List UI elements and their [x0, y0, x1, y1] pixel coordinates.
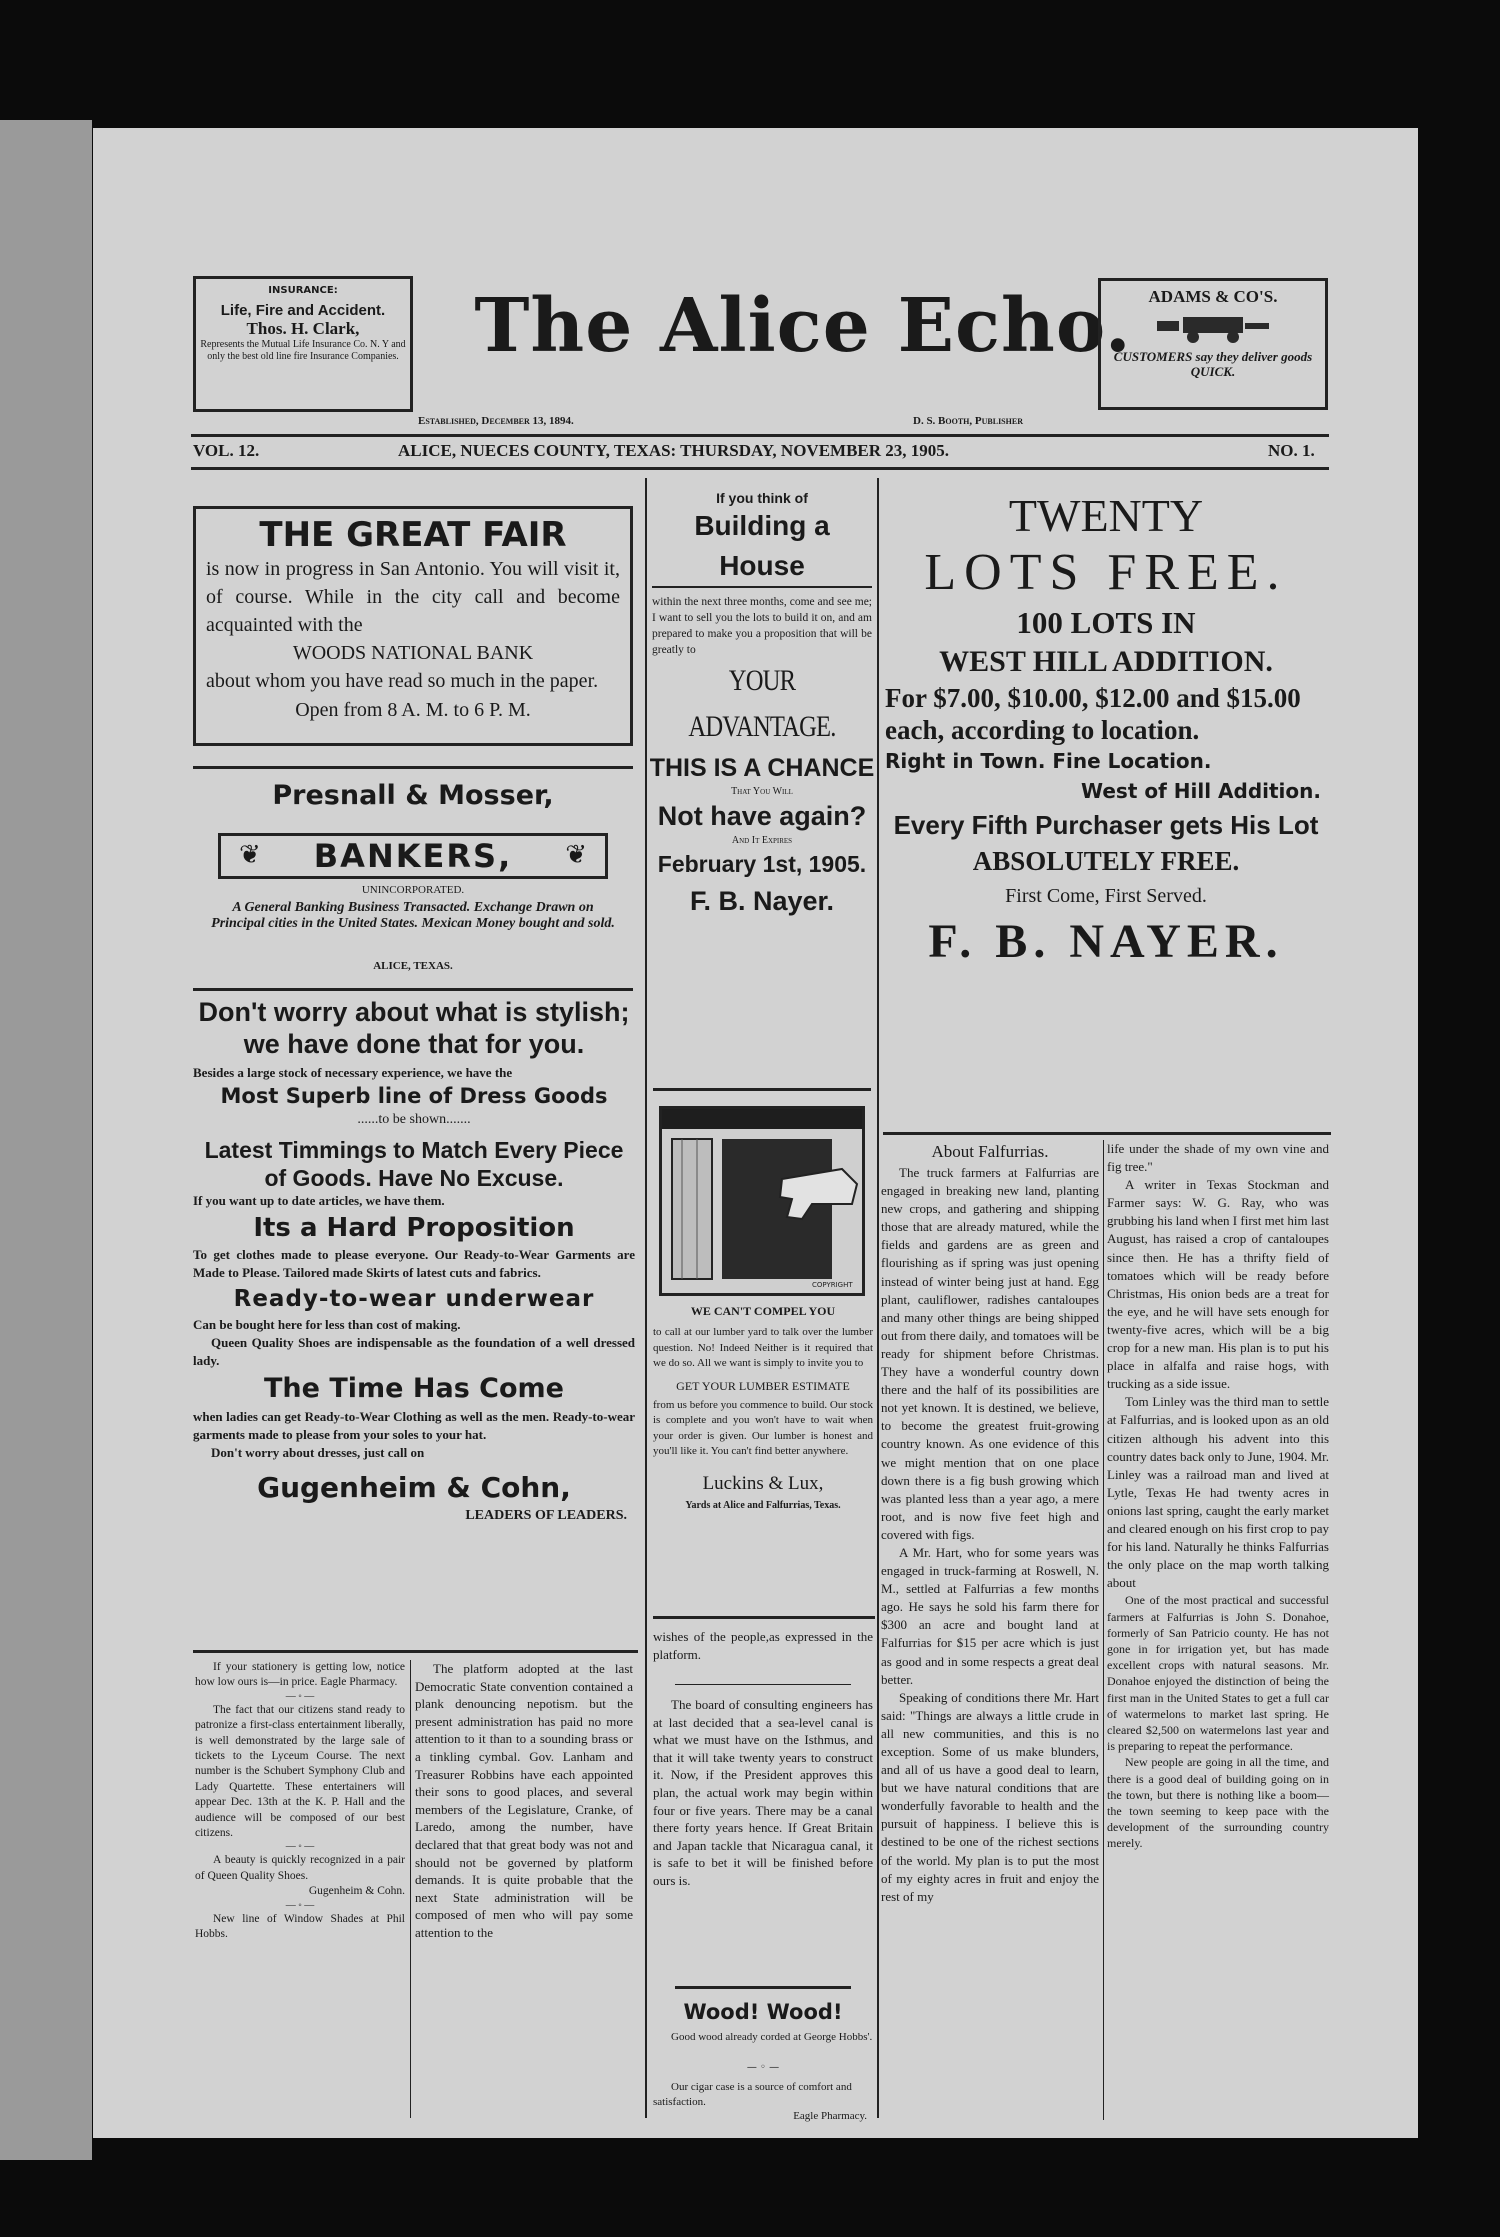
great-fair-hours: Open from 8 A. M. to 6 P. M.: [295, 699, 531, 721]
insurance-line1: Life, Fire and Accident.: [220, 302, 386, 319]
local-shoes-sig: Gugenheim & Cohn.: [308, 1885, 405, 1898]
falfurrias-col-1: [881, 1140, 1099, 1906]
nayer-house-l5: THIS IS A CHANCE: [649, 754, 875, 782]
gugenheim-h4: Its a Hard Proposition: [253, 1213, 575, 1243]
gugenheim-p1: Besides a large stock of necessary experience, we have the: [193, 1065, 513, 1080]
hand-pistol-icon: [662, 1109, 862, 1293]
insurance-desc: Represents the Mutual Life Insurance Co. N. Y and only the best old line fire Insurance Companies.: [200, 339, 406, 362]
great-fair-box: [193, 506, 633, 746]
falfurrias-p1: The truck farmers at Falfurrias are engaged in breaking new land, planting new crops, and gathering and shipping those that are already matured, while the fields and gardens are as green and flourishing as if spring was just opening instead of winter being just at hand. Egg plant, cauliflower, radishes cantaloupes and many other things are being shipped out from there daily, and tomatoes will be ready for shipment before Christmas. They have a wonderful country down there and the half of its possibilities are not yet known. It is destined, we believe, to become the greatest fruit-growing country known. As one evidence of this we might mention that on one place down there is a fig bush growing which was planted less than a year ago, a mere root, and is now five feet high and covered with figs.: [881, 1165, 1099, 1542]
lots-l2: LOTS FREE.: [924, 544, 1288, 601]
falfurrias-p8: New people are going in all the time, and there is a good deal of building going on in the town, but there is nothing like a boom—the town seeming to keep pace with the development of the surrounding country merely.: [1107, 1755, 1329, 1851]
twenty-lots-ad: [881, 490, 1331, 970]
gugenheim-h3: Latest Timmings to Match Every Piece of Goods. Have No Excuse.: [204, 1137, 624, 1191]
delivery-wagon-icon: [1153, 311, 1273, 345]
local-shoes: A beauty is quickly recognized in a pair of Queen Quality Shoes.: [195, 1854, 405, 1882]
column-rule-2: [877, 478, 879, 2118]
gugenheim-shown: ......to be shown.......: [357, 1112, 471, 1127]
mid-col-cont: wishes of the people,as expressed in the platform.: [653, 1629, 873, 1662]
falfurrias-p2: A Mr. Hart, who for some years was engaged in truck-farming at Roswell, N. M., settled at Falfurrias a few months ago. He says he sold his farm there for $300 an acre and bought land at Falfurrias for $15 per acre which is just as good and in some respects a great deal better.: [881, 1544, 1099, 1687]
gugenheim-leaders: LEADERS OF LEADERS.: [465, 1508, 627, 1523]
lots-l5: For $7.00, $10.00, $12.00 and $15.00 each, according to location.: [885, 683, 1301, 745]
bankers-desc: A General Banking Business Transacted. Exchange Drawn on Principal cities in the United States. Mexican Money bought and sold.: [211, 900, 615, 931]
insurance-agent: Thos. H. Clark,: [246, 319, 360, 338]
bankers-label-box: [218, 833, 608, 879]
luckins-h2: GET YOUR LUMBER ESTIMATE: [676, 1378, 850, 1393]
gugenheim-p4: Can be bought here for less than cost of making.: [193, 1317, 461, 1332]
luckins-p1: to call at our lumber yard to talk over the lumber question. No! Indeed Neither is it required that we do so. All we want is simply to invite you to: [653, 1326, 873, 1369]
adams-tagline: CUSTOMERS say they deliver goods QUICK.: [1113, 349, 1313, 379]
lots-l10: First Come, First Served.: [1005, 885, 1207, 907]
bankers-place: ALICE, TEXAS.: [373, 960, 453, 972]
nayer-house-l8: And It Expires: [731, 835, 793, 846]
column-rule-1: [645, 478, 647, 2118]
lumber-cut-image: [659, 1106, 865, 1296]
falfurrias-p4: life under the shade of my own vine and fig tree.": [1107, 1141, 1329, 1175]
nayer-house-l6: That You Will: [731, 786, 793, 797]
gugenheim-h5: Ready-to-wear underwear: [233, 1286, 595, 1312]
adams-name: ADAMS & CO'S.: [1148, 287, 1278, 306]
nayer-house-l7: Not have again?: [657, 801, 867, 831]
falfurrias-p3: Speaking of conditions there Mr. Hart said: "Things are always a little crude in all new communities, and this is no exception. Some of us make blunders, and all of us have a good deal to learn, but we have natural conditions that are wonderfully favorable to health and the pursuit of happiness. I believe this is destined to be one of the richest sections of the world. My plan is to put the most of my eighty acres in fruit and enjoy the rest of my: [881, 1689, 1099, 1904]
gugenheim-p3: To get clothes made to please everyone. Our Ready-to-Wear Garments are Made to Please. Tailored made Skirts of latest cuts and fabrics.: [193, 1247, 635, 1280]
dateline-no: NO. 1.: [1268, 441, 1315, 460]
lots-l6: Right in Town. Fine Location.: [885, 749, 1212, 773]
divider-4: [653, 1088, 871, 1091]
gugenheim-h1: Don't worry about what is stylish; we have done that for you.: [198, 997, 630, 1059]
established-line: Established, December 13, 1894.: [418, 415, 574, 427]
adams-ad-box: [1098, 278, 1328, 410]
wood-text: Good wood already corded at George Hobbs'.: [671, 2031, 873, 2043]
divider-7: [675, 1986, 851, 1989]
column-rule-narrow: [410, 1660, 411, 2118]
gugenheim-h6: The Time Has Come: [264, 1373, 564, 1404]
platform-editorial: The platform adopted at the last Democratic State convention contained a plank denouncing nepotism. but the present administration has paid no more attention to it than to a sounding brass or a tinkling cymbal. Gov. Lanham and Treasurer Robbins have each appointed their sons to good places, and several members of the Legislature, Cranke, of Laredo, among the number, have declared that that great body was not and should not be governed by platform demands. It is quite probable that the next State administration will be composed of men who will pay some attention to the: [415, 1661, 633, 1940]
luckins-yards: Yards at Alice and Falfurrias, Texas.: [685, 1499, 841, 1511]
separator-dots: — ◦ —: [285, 1690, 315, 1702]
publisher-line: D. S. Booth, Publisher: [913, 415, 1023, 427]
bankers-unincorporated: UNINCORPORATED.: [361, 884, 465, 896]
dateline-vol: VOL. 12.: [193, 441, 260, 460]
nayer-house-l10: F. B. Nayer.: [689, 886, 835, 916]
dateline-place-date: ALICE, NUECES COUNTY, TEXAS: THURSDAY, NOVEMBER 23, 1905.: [398, 441, 950, 460]
falfurrias-p6: Tom Linley was the third man to settle at Falfurrias, and is looked upon as an old citizen although his advent into this country dates back only to June, 1904. Mr. Linley was a railroad man and lived at Lytle, Texas He had twenty acres in onions last spring, caught the early market and cleared enough on his first crop to pay for his land. Naturally he thinks Falfurrias the only place on the map worth talking about: [1107, 1394, 1329, 1591]
separator-dots: — ◦ —: [746, 2062, 780, 2073]
separator-dots: — ◦ —: [285, 1841, 315, 1853]
nayer-house-l1: If you think of: [716, 490, 808, 506]
nayer-house-l3: within the next three months, come and see me; I want to sell you the lots to build it on, and am prepared to make you a proposition that will be greatly to: [652, 596, 872, 656]
gugenheim-firm: Gugenheim & Cohn,: [257, 1471, 571, 1504]
lots-l11: F. B. NAYER.: [928, 915, 1284, 968]
local-shades: New line of Window Shades at Phil Hobbs.: [195, 1912, 405, 1941]
nayer-house-l2: Building a House: [652, 506, 872, 588]
nayer-house-ad: [648, 490, 876, 920]
wood-heading: Wood! Wood!: [683, 2000, 843, 2024]
masthead-rule: [191, 434, 1329, 437]
separator-dots: — ◦ —: [285, 1899, 315, 1911]
local-lyceum: The fact that our citizens stand ready to patronize a first-class entertainment liberally, is well demonstrated by the large sale of tickets to the Lyceum Course. The next number is the Schubert Symphony Club and Lady Quartette. These entertainers will appear Dec. 13th at the K. P. Hall and the audience will be composed of our best citizens.: [195, 1703, 405, 1840]
falfurrias-p5: A writer in Texas Stockman and Farmer says: W. G. Ray, who was grubbing his land when I first met him last August, has raised a crop of cantaloupes since then. He has a thrifty field of tomatoes which will be ready before Christmas, His onion beds are a treat for the eye, and he will have sets enough for twenty-five acres, which will be a big crop for a new man. His plan is to put his place in alfalfa and raise hogs, with trucking as a side issue.: [1107, 1177, 1329, 1392]
great-fair-title: THE GREAT FAIR: [259, 515, 567, 555]
gugenheim-h2: Most Superb line of Dress Goods: [220, 1084, 608, 1108]
falfurrias-p7: One of the most practical and successful farmers at Falfurrias is John S. Donahoe, formerly of San Patricio county. He has not gone in for irrigation yet, but has made excellent crops with natural seasons. Mr. Donahoe enjoyed the distinction of being the first man in the United States to get a full car of watermelons to market last spring. He cleared $2,500 on watermelons last year and is preparing to repeat the performance.: [1107, 1593, 1329, 1754]
dateline-rule: [191, 467, 1329, 470]
lots-l9: ABSOLUTELY FREE.: [972, 846, 1240, 876]
masthead-title: The Alice Echo.: [474, 283, 1132, 369]
gugenheim-ad: [193, 996, 635, 1524]
nayer-house-l9: February 1st, 1905.: [657, 851, 867, 877]
great-fair-text2: about whom you have read so much in the paper.: [206, 670, 599, 692]
lots-l3: 100 LOTS IN: [1016, 605, 1196, 640]
luckins-firm: Luckins & Lux,: [702, 1472, 824, 1494]
insurance-ad-box: [193, 276, 413, 412]
canal-editorial: The board of consulting engineers has at last decided that a sea-level canal is what we must have on the Isthmus, and that it will take twenty years to construct it. Now, if the President approves this plan, the actual work may begin within four or five years. There may be a canal there forty years hence. If Great Britain and Japan tackle that Nicaragua canal, it is safe to bet it will be finished before ours is.: [653, 1697, 873, 1888]
locals-column: [195, 1660, 405, 1943]
newspaper-page: [93, 128, 1418, 2138]
cut-caption: COPYRIGHT: [812, 1281, 853, 1289]
lots-l1: TWENTY: [1008, 490, 1204, 541]
gugenheim-p6: when ladies can get Ready-to-Wear Clothing as well as the men. Ready-to-wear garments made to please from your soles to your hat.: [193, 1409, 635, 1442]
great-fair-bank: WOODS NATIONAL BANK: [292, 642, 534, 664]
local-stationery: If your stationery is getting low, notice how low ours is—in price. Eagle Pharmacy.: [195, 1661, 405, 1689]
divider-6: [675, 1684, 851, 1685]
gugenheim-p7: Don't worry about dresses, just call on: [211, 1445, 425, 1460]
cigar-text: Our cigar case is a source of comfort and satisfaction.: [653, 2081, 852, 2108]
bankers-names: Presnall & Mosser,: [272, 780, 554, 811]
divider-8: [883, 1132, 1331, 1135]
gugenheim-p2: If you want up to date articles, we have them.: [193, 1193, 445, 1208]
column-rule-3: [1103, 1140, 1104, 2120]
divider-2: [193, 988, 633, 991]
nayer-house-l4: YOUR ADVANTAGE.: [688, 664, 836, 743]
falfurrias-title: About Falfurrias.: [931, 1142, 1049, 1161]
gugenheim-p5: Queen Quality Shoes are indispensable as the foundation of a well dressed lady.: [193, 1335, 635, 1368]
luckins-p2: from us before you commence to build. Our stock is complete and you won't have to wait when your order is given. Our lumber is honest and you'll like it. You can't find better anywhere.: [653, 1398, 873, 1457]
cigar-sig: Eagle Pharmacy.: [793, 2110, 867, 2122]
luckins-h1: WE CAN'T COMPEL YOU: [690, 1304, 836, 1318]
bankers-label: BANKERS,: [313, 837, 513, 875]
lots-l8: Every Fifth Purchaser gets His Lot: [893, 810, 1319, 840]
ornament-left-icon: ❦: [239, 840, 261, 870]
divider-1: [193, 766, 633, 769]
insurance-heading: INSURANCE:: [268, 285, 338, 296]
divider-5: [653, 1616, 875, 1619]
lots-l7: West of Hill Addition.: [1081, 779, 1321, 803]
great-fair-text1: is now in progress in San Antonio. You will visit it, of course. While in the city call and become acquainted with the: [206, 558, 620, 636]
divider-3: [193, 1650, 638, 1653]
adjacent-page-edge: [0, 120, 92, 2160]
ornament-right-icon: ❦: [565, 840, 587, 870]
falfurrias-col-2: [1107, 1140, 1329, 1852]
luckins-ad: [653, 1304, 873, 1511]
lots-l4: WEST HILL ADDITION.: [939, 645, 1273, 678]
